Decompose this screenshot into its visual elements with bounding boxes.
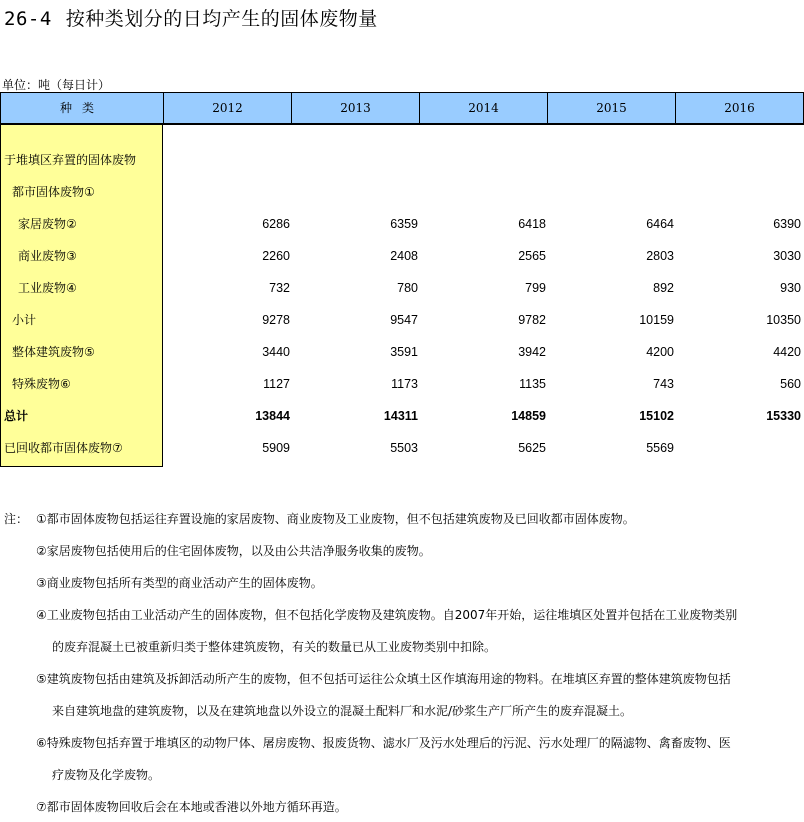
- table-row-landfill-waste: [0, 144, 804, 176]
- cell-2015: 743: [653, 377, 674, 391]
- cell-2012: [190, 144, 290, 176]
- cell-2012: 2260: [262, 249, 290, 263]
- cell-2014: [446, 144, 546, 176]
- row-label: 小计: [12, 313, 37, 327]
- cell-2015: 6464: [646, 217, 674, 231]
- table-row-domestic-waste: [0, 208, 804, 240]
- cell-2013: 14311: [383, 409, 418, 423]
- unit-label: 单位：吨（每日计）: [2, 78, 111, 92]
- header-year-2012: 2012: [164, 93, 292, 124]
- cell-2015: 892: [653, 281, 674, 295]
- row-label: 工业废物④: [18, 281, 77, 295]
- cell-2016: [701, 176, 801, 208]
- data-table: [0, 92, 804, 468]
- table-row-industrial-waste: [0, 272, 804, 304]
- note-1: ①都市固体废物包括运往弃置设施的家居废物、商业废物及工业废物，但不包括建筑废物及已回收都市固体废物。: [36, 512, 635, 526]
- cell-2016: 560: [780, 377, 801, 391]
- cell-2016: [701, 432, 801, 464]
- cell-2014: 1135: [519, 377, 546, 391]
- cell-2014: 6418: [518, 217, 546, 231]
- cell-2014: 799: [525, 281, 546, 295]
- note-4-cont: 的废弃混凝土已被重新归类于整体建筑废物，有关的数量已从工业废物类别中扣除。: [52, 640, 497, 654]
- cell-2013: [318, 176, 418, 208]
- cell-2014: [446, 176, 546, 208]
- note-5: ⑤建筑废物包括由建筑及拆卸活动所产生的废物，但不包括可运往公众填土区作填海用途的物料。在堆填区弃置的整体建筑废物包括: [36, 672, 731, 686]
- cell-2012: 13844: [255, 409, 290, 423]
- table-header: [0, 92, 804, 125]
- header-year-2014: 2014: [420, 93, 548, 124]
- cell-2012: 6286: [262, 217, 290, 231]
- row-label: 总计: [4, 409, 29, 423]
- cell-2015: [574, 144, 674, 176]
- cell-2014: 3942: [518, 345, 546, 359]
- cell-2013: 6359: [390, 217, 418, 231]
- note-6-cont: 疗废物及化学废物。: [52, 768, 161, 782]
- header-year-2013: 2013: [292, 93, 420, 124]
- cell-2016: 6390: [773, 217, 801, 231]
- cell-2012: 3440: [262, 345, 290, 359]
- note-4: ④工业废物包括由工业活动产生的固体废物，但不包括化学废物及建筑废物。自2007年开始，运往堆填区处置并包括在工业废物类别: [36, 608, 738, 622]
- cell-2013: 5503: [390, 441, 418, 455]
- note-7: ⑦都市固体废物回收后会在本地或香港以外地方循环再造。: [36, 800, 347, 814]
- table-row-construction-waste: [0, 336, 804, 368]
- cell-2015: [574, 176, 674, 208]
- table-row-special-waste: [0, 368, 804, 400]
- cell-2013: 780: [397, 281, 418, 295]
- row-label: 整体建筑废物⑤: [12, 345, 95, 359]
- cell-2012: [190, 176, 290, 208]
- header-year-2015: 2015: [548, 93, 676, 124]
- row-label: 商业废物③: [18, 249, 77, 263]
- note-2: ②家居废物包括使用后的住宅固体废物，以及由公共洁净服务收集的废物。: [36, 544, 431, 558]
- cell-2013: [318, 144, 418, 176]
- header-year-2016: 2016: [724, 101, 755, 115]
- table-row-subtotal: [0, 304, 804, 336]
- cell-2015: 2803: [646, 249, 674, 263]
- table-row-commercial-waste: [0, 240, 804, 272]
- page-title: [4, 4, 378, 31]
- cell-2015: 4200: [646, 345, 674, 359]
- table-title: 按种类划分的日均产生的固体废物量: [65, 8, 378, 30]
- cell-2015: 5569: [646, 441, 674, 455]
- note-5-cont: 来自建筑地盘的建筑废物，以及在建筑地盘以外设立的混凝土配料厂和水泥/砂浆生产厂所产生的废弃混凝土。: [52, 704, 633, 718]
- row-label: 家居废物②: [18, 217, 77, 231]
- cell-2014: 5625: [518, 441, 546, 455]
- cell-2016: [701, 144, 801, 176]
- cell-2012: 5909: [262, 441, 290, 455]
- row-label: 都市固体废物①: [12, 185, 95, 199]
- cell-2016: 10350: [766, 313, 801, 327]
- cell-2015: 10159: [639, 313, 674, 327]
- cell-2013: 2408: [390, 249, 418, 263]
- cell-2012: 732: [269, 281, 290, 295]
- cell-2016: 930: [780, 281, 801, 295]
- note-3: ③商业废物包括所有类型的商业活动产生的固体废物。: [36, 576, 323, 590]
- header-category: 种类: [1, 93, 164, 124]
- note-6: ⑥特殊废物包括弃置于堆填区的动物尸体、屠房废物、报废货物、滤水厂及污水处理后的污泥、污水处理厂的隔滤物、禽畜废物、医: [36, 736, 731, 750]
- cell-2016: 15330: [766, 409, 801, 423]
- cell-2014: 9782: [518, 313, 546, 327]
- cell-2016: 4420: [773, 345, 801, 359]
- table-row-municipal-solid-waste: [0, 176, 804, 208]
- cell-2013: 3591: [390, 345, 418, 359]
- cell-2012: 9278: [262, 313, 290, 327]
- cell-2014: 14859: [511, 409, 546, 423]
- cell-2013: 1173: [391, 377, 418, 391]
- cell-2012: 1127: [263, 377, 290, 391]
- table-row-total: [0, 400, 804, 432]
- cell-2016: 3030: [773, 249, 801, 263]
- cell-2015: 15102: [639, 409, 674, 423]
- row-label: 已回收都市固体废物⑦: [4, 441, 123, 455]
- table-row-recovered-msw: [0, 432, 804, 464]
- cell-2013: 9547: [390, 313, 418, 327]
- row-label: 特殊废物⑥: [12, 377, 71, 391]
- table-number: 26-4: [4, 8, 52, 30]
- row-label: 于堆填区弃置的固体废物: [4, 153, 137, 167]
- cell-2014: 2565: [518, 249, 546, 263]
- notes-prefix: 注：: [4, 512, 29, 526]
